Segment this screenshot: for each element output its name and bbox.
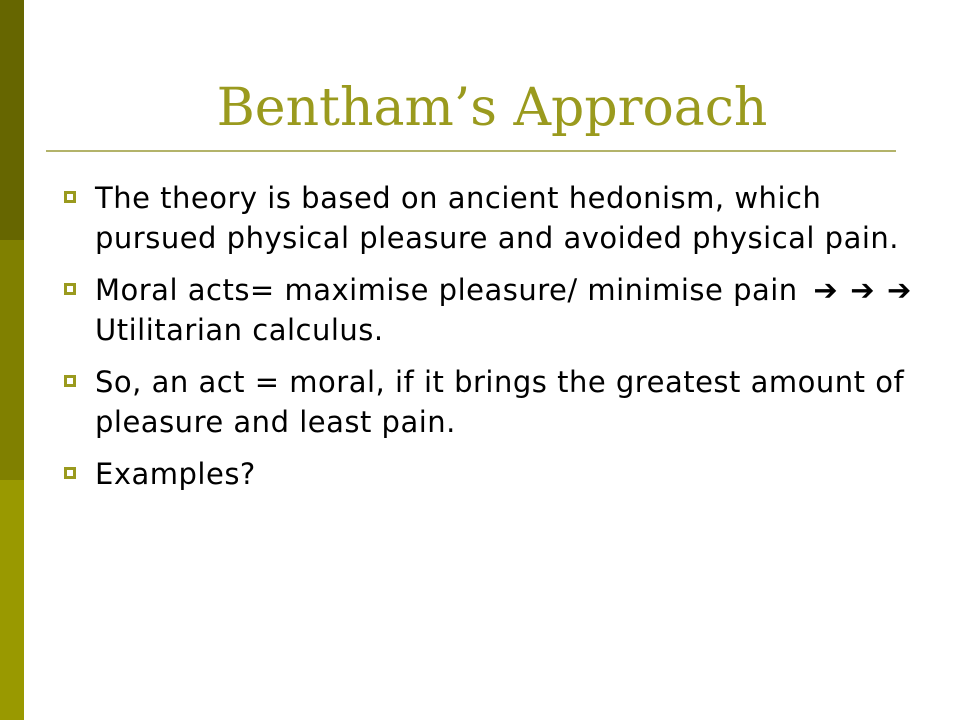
title-underline-rule [46,150,896,152]
bullet-text: So, an act = moral, if it brings the greatest amount of pleasure and least pain. [95,365,905,439]
bullet-text-after: Utilitarian calculus. [95,313,384,347]
right-arrow-icon: ➔ [813,273,839,307]
bullet-item-1 [56,178,936,258]
bullet-text: The theory is based on ancient hedonism, which pursued physical pleasure and avoided physical pain. [95,181,900,255]
bullet-list [56,178,936,506]
bullet-text: Examples? [95,457,256,491]
right-arrow-icon: ➔ [887,273,912,307]
side-accent-bar-bottom [0,480,24,720]
bullet-item-3 [56,362,936,442]
bullet-item-4 [56,454,936,494]
right-arrow-icon: ➔ [850,273,876,307]
hollow-square-bullet-icon [64,191,76,203]
bullet-item-2 [56,270,936,350]
hollow-square-bullet-icon [64,467,76,479]
bullet-text-before: Moral acts= maximise pleasure/ minimise pain [95,273,808,307]
side-accent-bar-middle [0,240,24,480]
hollow-square-bullet-icon [64,283,76,295]
hollow-square-bullet-icon [64,375,76,387]
side-accent-bar-top [0,0,24,240]
slide-title: Bentham’s Approach [216,78,768,138]
